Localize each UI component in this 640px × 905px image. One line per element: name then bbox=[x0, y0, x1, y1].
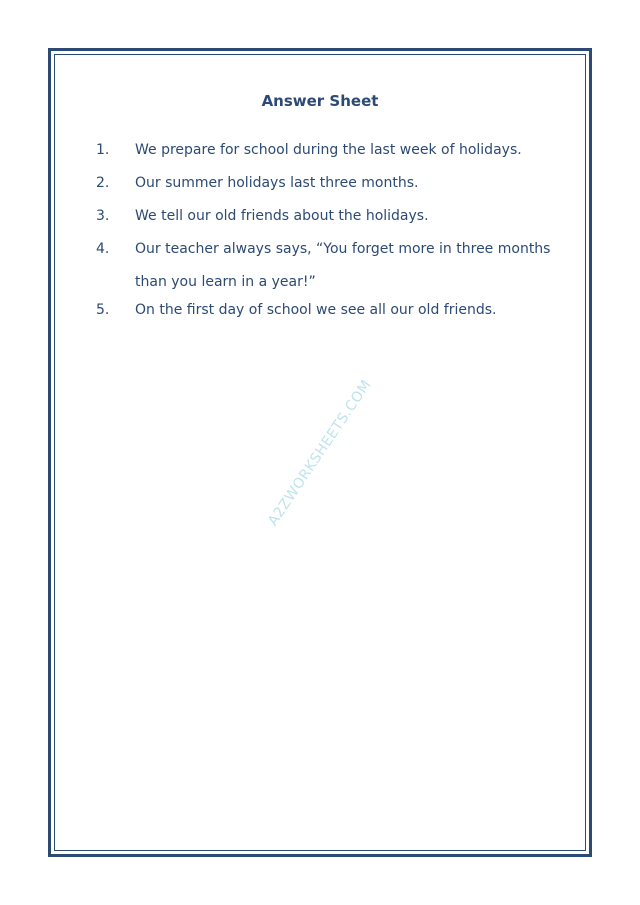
answer-item bbox=[96, 205, 566, 227]
answer-item bbox=[96, 233, 566, 299]
answer-item bbox=[96, 172, 566, 194]
answer-number: 5. bbox=[96, 302, 110, 318]
answer-item bbox=[96, 299, 566, 321]
answer-text: We prepare for school during the last week of holidays. bbox=[135, 142, 522, 158]
answer-text: Our teacher always says, “You forget more in three months than you learn in a year!” bbox=[135, 241, 551, 290]
answer-item bbox=[96, 139, 566, 161]
answer-text: On the first day of school we see all our old friends. bbox=[135, 302, 497, 318]
answer-number: 3. bbox=[96, 208, 110, 224]
answer-number: 4. bbox=[96, 241, 110, 257]
watermark-text: A2ZWORKSHEETS.COM bbox=[265, 377, 375, 529]
answer-list bbox=[96, 139, 566, 332]
answer-number: 1. bbox=[96, 142, 110, 158]
answer-number: 2. bbox=[96, 175, 110, 191]
answer-text: We tell our old friends about the holidays. bbox=[135, 208, 429, 224]
answer-text: Our summer holidays last three months. bbox=[135, 175, 419, 191]
page-title: Answer Sheet bbox=[261, 92, 379, 110]
